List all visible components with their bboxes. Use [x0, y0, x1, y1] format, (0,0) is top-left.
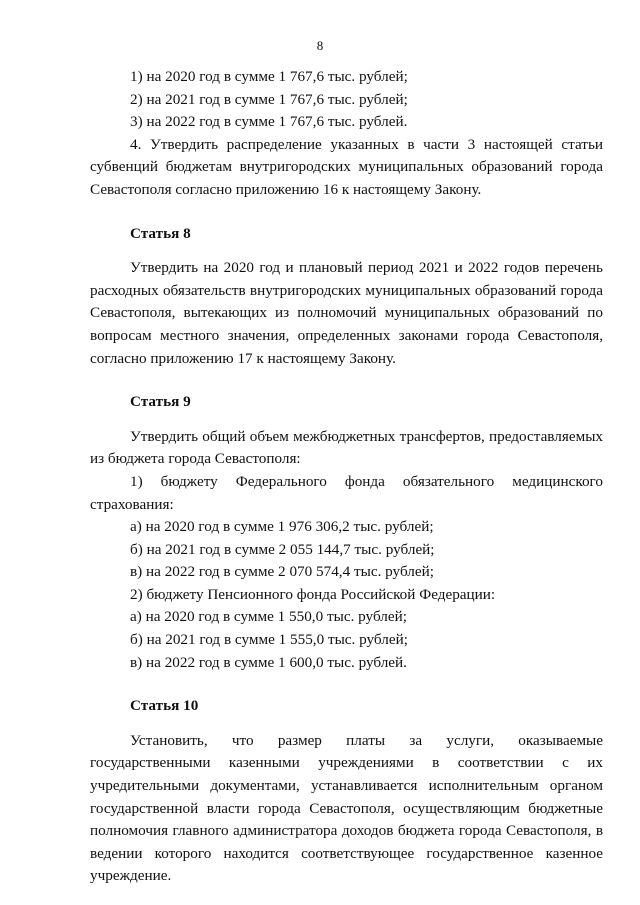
- article-9-item-1: 1) бюджету Федерального фонда обязательного медицинского: [130, 472, 603, 490]
- list-item: а) на 2020 год в сумме 1 976 306,2 тыс. рублей;: [130, 518, 434, 536]
- paragraph-point-4: 4. Утвердить распределение указанных в части 3 настоящей статьи субвенций бюджетам внутригородских муниципальных образований города Севастополя согласно приложению 16 к настоящему Закону.: [90, 135, 603, 198]
- article-10-heading: Статья 10: [130, 697, 199, 715]
- list-item: в) на 2022 год в сумме 2 070 574,4 тыс. рублей;: [130, 563, 434, 581]
- list-item: б) на 2021 год в сумме 1 555,0 тыс. рублей;: [130, 631, 408, 649]
- document-body: [90, 66, 603, 888]
- article-9-heading: Статья 9: [130, 393, 191, 411]
- list-item: 1) на 2020 год в сумме 1 767,6 тыс. рублей;: [130, 68, 408, 85]
- article-9-intro: Утвердить общий объем межбюджетных трансфертов, предоставляемых из бюджета города Севастополя:: [90, 427, 603, 468]
- list-item: 3) на 2022 год в сумме 1 767,6 тыс. рублей.: [130, 113, 408, 131]
- article-8-heading: Статья 8: [130, 224, 191, 242]
- article-9-item-2: 2) бюджету Пенсионного фонда Российской Федерации:: [130, 585, 496, 603]
- list-item: б) на 2021 год в сумме 2 055 144,7 тыс. рублей;: [130, 540, 435, 558]
- article-10-text: Установить, что размер платы за услуги, оказываемые государственными казенными учреждениями в соответствии с их учредительными документами, устанавливается исполнительным органом государственной власти города Севастополя, осуществляющим бюджетные полномочия главного администратора доходов бюджета города Севастополя, в ведении которого находится соответствующее государственное казенное учреждение.: [90, 731, 603, 885]
- list-item: а) на 2020 год в сумме 1 550,0 тыс. рублей;: [130, 608, 407, 626]
- page-number: 8: [316, 38, 324, 53]
- article-9-item-1-continuation: страхования:: [90, 495, 174, 513]
- list-item: 2) на 2021 год в сумме 1 767,6 тыс. рублей;: [130, 90, 408, 108]
- article-8-text: Утвердить на 2020 год и плановый период 2021 и 2022 годов перечень расходных обязательств внутригородских муниципальных образований города Севастополя, вытекающих из полномочий муниципальных образований по вопросам местного значения, определенных законами города Севастополя, согласно приложению 17 к настоящему Закону.: [90, 259, 603, 367]
- list-item: в) на 2022 год в сумме 1 600,0 тыс. рублей.: [130, 653, 407, 671]
